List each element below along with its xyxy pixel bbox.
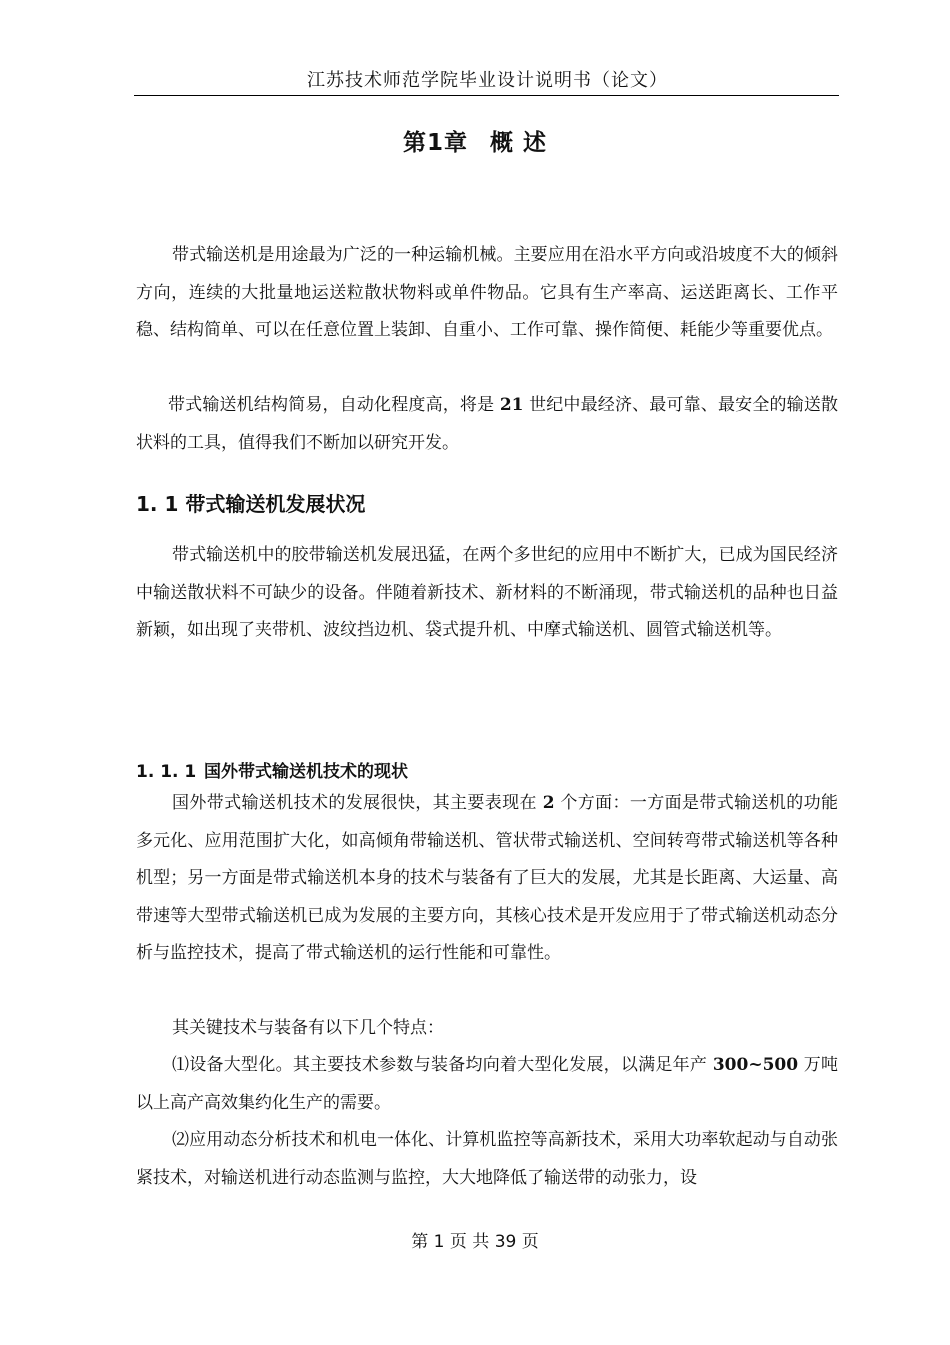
text-run: 世纪中最经济、最可靠、最安全的输送散状料的工具，值得我们不断加以研究开发。 [136, 395, 839, 453]
section-1-1-1-paragraph-3 [136, 1047, 838, 1122]
section-number: 1. 1. 1 [136, 762, 197, 782]
aspect-count: 2 [542, 793, 555, 813]
text-run: 个方面：一方面是带式输送机的功能多元化、应用范围扩大化，如高倾角带输送机、管状带式输送机、空间转弯带式输送机等各种机型；另一方面是带式输送机本身的技术与装备有了巨大的发展，尤其是长距离、大运量、高带速等大型带式输送机已成为发展的主要方向，其核心技术是开发应用于了带式输送机动态分析与监控技术，提高了带式输送机的运行性能和可靠性。 [136, 793, 839, 963]
text-run: ⑴设备大型化。其主要技术参数与装备均向着大型化发展，以满足年产 [172, 1055, 713, 1075]
section-1-1-1-paragraph-2: 其关键技术与装备有以下几个特点： [172, 1018, 444, 1038]
intro-paragraph-1: 带式输送机是用途最为广泛的一种运输机械。主要应用在沿水平方向或沿坡度不大的倾斜方向，连续的大批量地运送粒散状物料或单件物品。它具有生产率高、运送距离长、工作平稳、结构简单、可以在任意位置上装卸、自重小、工作可靠、操作简便、耗能少等重要优点。 [136, 245, 838, 340]
text-run: 万吨以上高产高效集约化生产的需要。 [136, 1055, 838, 1113]
text-run: 带式输送机结构简易，自动化程度高，将是 [168, 395, 500, 415]
section-1-1-1-paragraph-1 [136, 785, 838, 973]
page-header: 江苏技术师范学院毕业设计说明书（论文） [307, 70, 668, 91]
section-title: 国外带式输送机技术的现状 [204, 762, 408, 782]
section-1-1-1-paragraph-4: ⑵应用动态分析技术和机电一体化、计算机监控等高新技术，采用大功率软起动与自动张紧技术，对输送机进行动态监测与监控，大大地降低了输送带的动张力，设 [136, 1130, 838, 1188]
section-heading-1-1-1 [136, 757, 408, 782]
annual-output-range: 300~500 [712, 1055, 799, 1075]
century-number: 21 [499, 395, 524, 415]
section-1-1-paragraph: 带式输送机中的胶带输送机发展迅猛，在两个多世纪的应用中不断扩大，已成为国民经济中输送散状料不可缺少的设备。伴随着新技术、新材料的不断涌现，带式输送机的品种也日益新颖，如出现了夹带机、波纹挡边机、袋式提升机、中摩式输送机、圆管式输送机等。 [136, 545, 838, 640]
text-run: 国外带式输送机技术的发展很快，其主要表现在 [172, 793, 543, 813]
chapter-name: 概 述 [490, 130, 548, 156]
chapter-title [0, 124, 950, 157]
page-footer: 第 1 页 共 39 页 [411, 1232, 539, 1252]
header-divider [134, 95, 839, 96]
chapter-number: 第1章 [402, 130, 468, 156]
intro-paragraph-2 [136, 387, 838, 462]
section-heading-1-1: 1. 1 带式输送机发展状况 [136, 492, 366, 516]
